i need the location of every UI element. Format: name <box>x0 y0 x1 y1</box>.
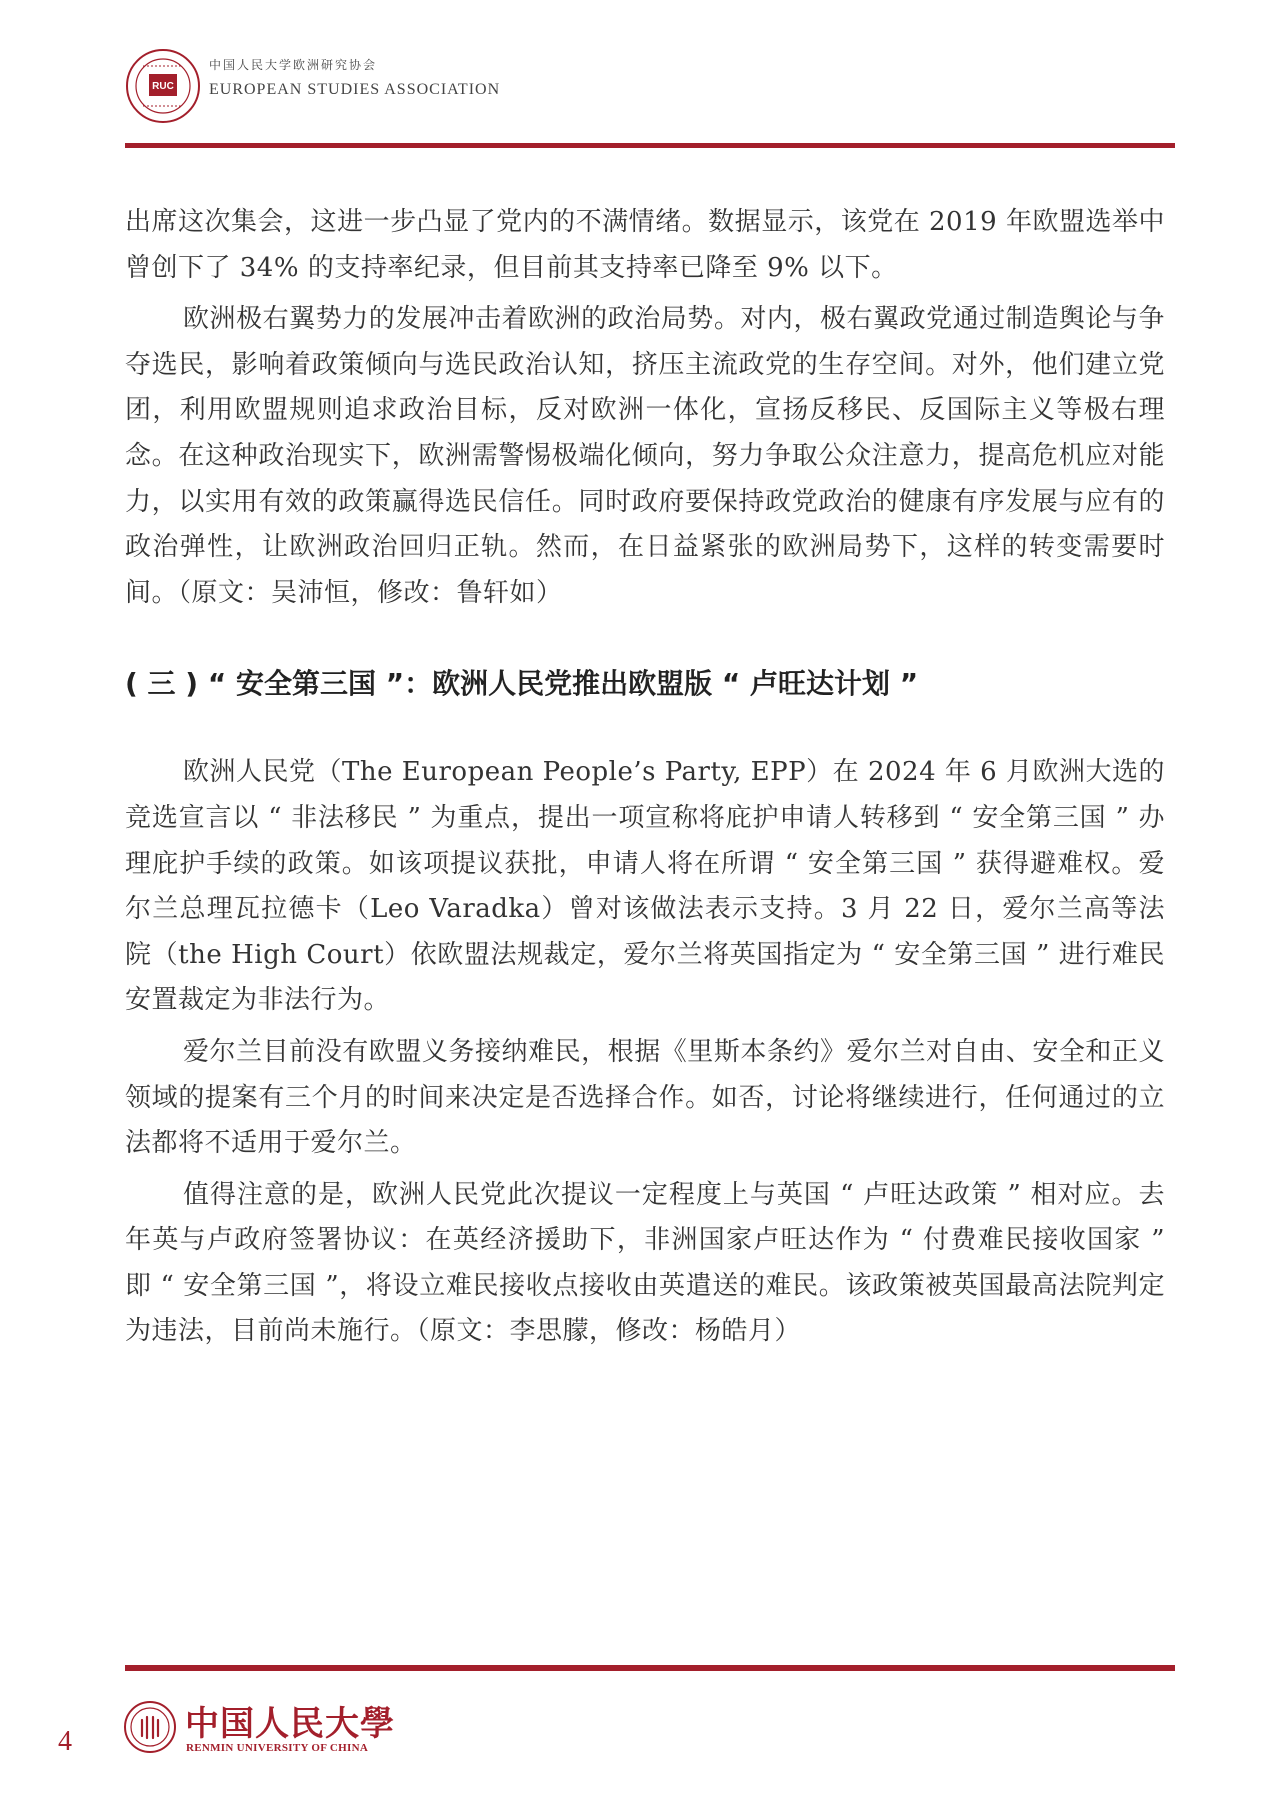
paragraph: 出席这次集会，这进一步凸显了党内的不满情绪。数据显示，该党在 2019 年欧盟选举中曾创下了 34% 的支持率纪录，但目前其支持率已降至 9% 以下。 <box>125 207 1165 283</box>
university-name-en: RENMIN UNIVERSITY OF CHINA <box>186 1742 369 1754</box>
association-seal-logo <box>125 48 201 124</box>
paragraph: 欧洲人民党（The European People’s Party, EPP）在 2024 年 6 月欧洲大选的竞选宣言以 “ 非法移民 ” 为重点，提出一项宣称将庇护申请人转移到 “ 安全第三国 ” 办理庇护手续的政策。如该项提议获批，申请人将在所谓 “ 安全第三国 ” 获得避难权。爱尔兰总理瓦拉德卡（Leo Varadka）曾对该做法表示支持。3 月 22 日，爱尔兰高等法院（the High Court）依欧盟法规裁定，爱尔兰将英国指定为 “ 安全第三国 ” 进行难民安置裁定为非法行为。 <box>125 757 1165 1016</box>
association-name-en: EUROPEAN STUDIES ASSOCIATION <box>209 81 501 98</box>
association-name-cn: 中国人民大学欧洲研究协会 <box>209 58 378 72</box>
paragraph: 爱尔兰目前没有欧盟义务接纳难民，根据《里斯本条约》爱尔兰对自由、安全和正义领域的提案有三个月的时间来决定是否选择合作。如否，讨论将继续进行，任何通过的立法都将不适用于爱尔兰。 <box>125 1036 1165 1159</box>
university-emblem-logo <box>123 1700 177 1754</box>
page-number: 4 <box>58 1726 72 1757</box>
article-body <box>125 200 1165 1355</box>
paragraph: 值得注意的是，欧洲人民党此次提议一定程度上与英国 “ 卢旺达政策 ” 相对应。去年英与卢政府签署协议：在英经济援助下，非洲国家卢旺达作为 “ 付费难民接收国家 ” 即 “ 安全第三国 ”，将设立难民接收点接收由英遣送的难民。该政策被英国最高法院判定为违法，目前尚未施行。（原文：李思朦，修改：杨皓月） <box>125 1179 1165 1347</box>
header-divider <box>125 143 1175 148</box>
footer-divider <box>125 1665 1175 1671</box>
paragraph: 欧洲极右翼势力的发展冲击着欧洲的政治局势。对内，极右翼政党通过制造舆论与争夺选民，影响着政策倾向与选民政治认知，挤压主流政党的生存空间。对外，他们建立党团，利用欧盟规则追求政治目标，反对欧洲一体化，宣扬反移民、反国际主义等极右理念。在这种政治现实下，欧洲需警惕极端化倾向，努力争取公众注意力，提高危机应对能力，以实用有效的政策赢得选民信任。同时政府要保持政党政治的健康有序发展与应有的政治弹性，让欧洲政治回归正轨。然而，在日益紧张的欧洲局势下，这样的转变需要时间。（原文：吴沛恒，修改：鲁轩如） <box>125 304 1165 608</box>
section-heading: ( 三 ) “ 安全第三国 ”：欧洲人民党推出欧盟版 “ 卢旺达计划 ” <box>125 667 919 701</box>
university-name-cn: 中国人民大學 <box>185 1704 395 1744</box>
page-header <box>125 42 1175 142</box>
svg-text:RUC: RUC <box>152 81 174 92</box>
